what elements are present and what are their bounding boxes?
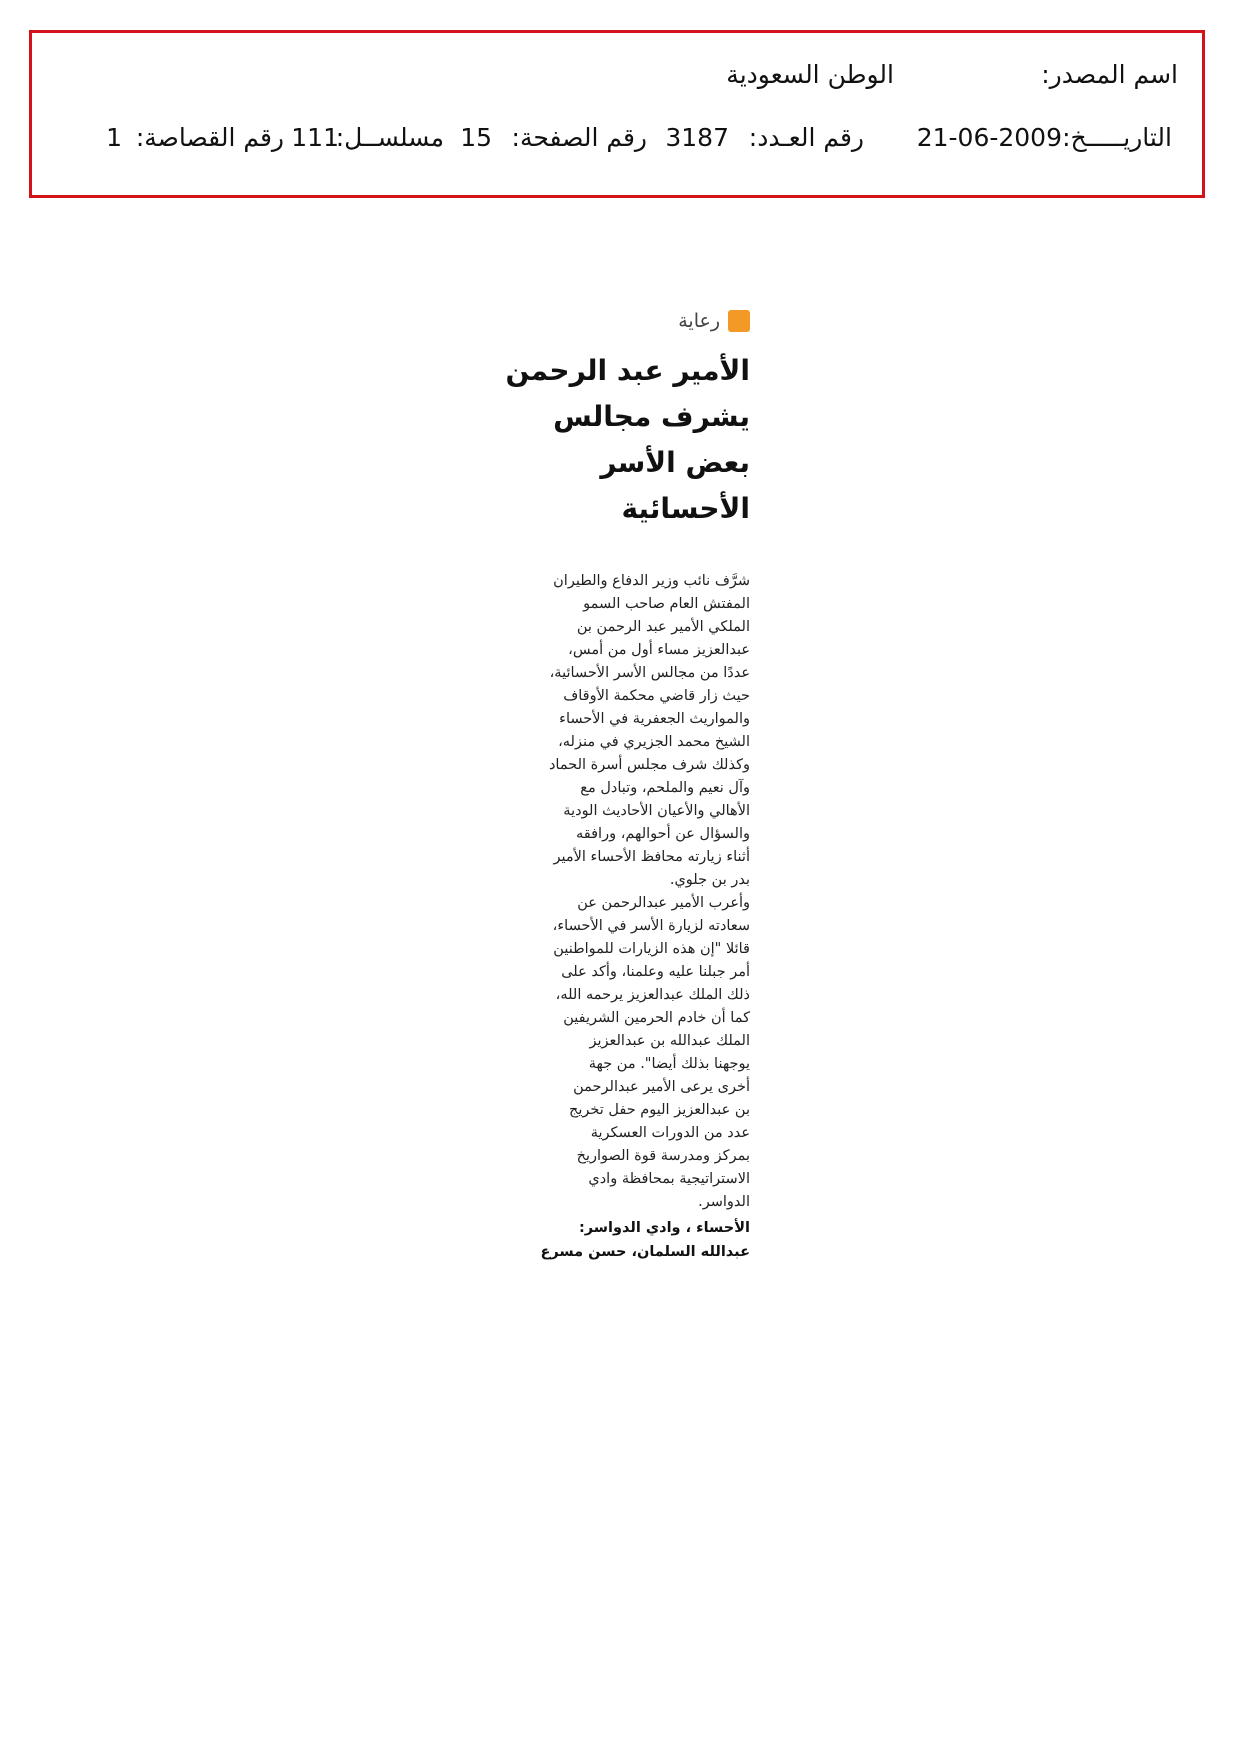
headline-line: الأحسائية [621,492,750,525]
body-line: أخرى يرعى الأمير عبدالرحمن [573,1079,750,1095]
body-line: يوجهنا بذلك أيضا". من جهة [588,1056,750,1072]
body-line: شرَّف نائب وزير الدفاع والطيران [553,573,750,589]
body-line: عددًا من مجالس الأسر الأحسائية، [549,665,750,681]
byline-location: الأحساء ، وادي الدواسر: [578,1220,750,1236]
body-line: أثناء زيارته محافظ الأحساء الأمير [553,849,750,865]
body-line: والسؤال عن أحوالهم، ورافقه [576,826,750,842]
headline-line: يشرف مجالس [553,400,750,433]
article-body [500,570,750,1264]
date-value: 21-06-2009 [916,123,1062,152]
clipping-header-box [29,30,1205,198]
body-line: سعادته لزيارة الأسر في الأحساء، [552,918,750,934]
body-line: كما أن خادم الحرمين الشريفين [563,1010,750,1026]
issue-value: 3187 [665,123,729,152]
date-label: التاريـــــخ: [1062,123,1172,152]
clip-value: 1 [106,123,122,152]
body-line: الدواسر. [698,1194,750,1210]
body-line: بمركز ومدرسة قوة الصواريخ [576,1148,750,1164]
source-row [32,60,1202,90]
clip-label: رقم القصاصة: [135,123,284,152]
body-line: بن عبدالعزيز اليوم حفل تخريج [569,1102,750,1118]
source-label: اسم المصدر: [1041,60,1178,89]
body-line: عدد من الدورات العسكرية [590,1125,750,1141]
section-label: رعاية [678,310,720,332]
body-line: الشيخ محمد الجزيري في منزله، [558,734,750,750]
page-label: رقم الصفحة: [511,123,647,152]
body-line: قائلا "إن هذه الزيارات للمواطنين [553,941,750,957]
body-line: أمر جبلنا عليه وعلمنا، وأكد على [561,964,750,980]
headline-line: الأمير عبد الرحمن [505,354,750,387]
section-tag [678,308,750,334]
issue-label: رقم العـدد: [748,123,864,152]
serial-label: مسلســل: [335,123,444,152]
byline-authors: عبدالله السلمان، حسن مسرع [540,1244,750,1260]
body-line: الاستراتيجية بمحافظة وادي [588,1171,750,1187]
headline-line: بعض الأسر [600,446,750,479]
body-line: الأهالي والأعيان الأحاديث الودية [563,803,750,819]
serial-value: 111 [291,123,339,152]
byline [500,1216,750,1264]
page-value: 15 [460,123,492,152]
body-line: عبدالعزيز مساء أول من أمس، [568,642,750,658]
details-row [32,123,1202,153]
body-line: وكذلك شرف مجلس أسرة الحماد [548,757,750,773]
body-line: الملك عبدالله بن عبدالعزيز [589,1033,750,1049]
body-line: وآل نعيم والملحم، وتبادل مع [580,780,750,796]
headline [500,348,750,532]
body-line: الملكي الأمير عبد الرحمن بن [576,619,750,635]
body-line: ذلك الملك عبدالعزيز يرحمه الله، [555,987,750,1003]
source-value: الوطن السعودية [726,60,894,89]
body-line: والمواريث الجعفرية في الأحساء [559,711,750,727]
body-line: وأعرب الأمير عبدالرحمن عن [577,895,750,911]
body-line: بدر بن جلوي. [669,872,750,888]
section-square-icon [728,310,750,332]
body-line: حيث زار قاضي محكمة الأوقاف [563,688,750,704]
body-line: المفتش العام صاحب السمو [583,596,750,612]
